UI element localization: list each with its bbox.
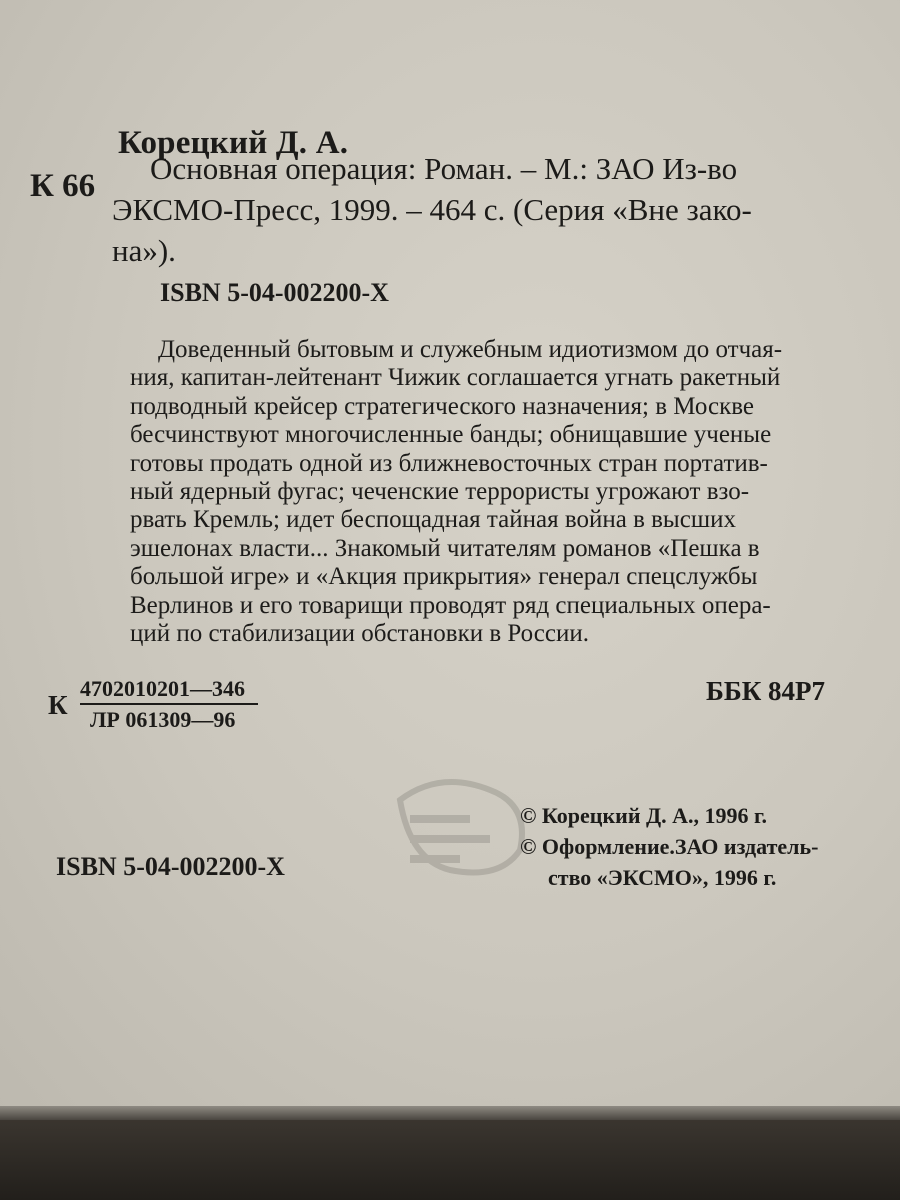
publisher-code-fraction: [80, 676, 258, 733]
isbn-bottom: ISBN 5-04-002200-X: [56, 852, 285, 881]
copyright-line: ство «ЭКСМО», 1996 г.: [548, 865, 777, 890]
table-surface: [0, 1120, 900, 1200]
copyright-block: [520, 800, 880, 893]
copyright-line: © Корецкий Д. А., 1996 г.: [520, 803, 768, 828]
bibliographic-description: [112, 148, 832, 271]
annotation-line: готовы продать одной из ближневосточных стран портатив-: [130, 449, 768, 477]
annotation-line: ния, капитан-лейтенант Чижик соглашается угнать ракетный: [130, 364, 781, 392]
annotation-line: Доведенный бытовым и служебным идиотизмом до отчая-: [158, 336, 783, 363]
annotation-paragraph: [130, 336, 842, 648]
bibliographic-line: на»).: [112, 233, 176, 268]
annotation-line: ный ядерный фугас; чеченские террористы угрожают взо-: [130, 478, 750, 506]
publisher-code-numerator: 4702010201—346: [80, 676, 258, 705]
page-edge: [0, 1106, 900, 1120]
license-number: ЛР 061309—96: [90, 707, 236, 732]
annotation-line: бесчинствуют многочисленные банды; обнищавшие ученые: [130, 421, 772, 449]
annotation-line: рвать Кремль; идет беспощадная тайная война в высших: [130, 506, 736, 534]
author-name: Корецкий Д. А.: [118, 125, 349, 161]
classification-code: К 66: [30, 168, 96, 204]
bbk-code: ББК 84Р7: [706, 676, 826, 706]
copyright-line: © Оформление.ЗАО издатель-: [520, 834, 819, 859]
k-letter: К: [48, 690, 68, 720]
annotation-line: большой игре» и «Акция прикрытия» генерал спецслужбы: [130, 563, 758, 591]
annotation-line: Верлинов и его товарищи проводят ряд специальных опера-: [130, 591, 771, 619]
annotation-line: ций по стабилизации обстановки в России.: [130, 620, 590, 648]
bibliographic-line: Основная операция: Роман. – М.: ЗАО Из-во: [150, 151, 738, 186]
annotation-line: подводный крейсер стратегического назначения; в Москве: [130, 392, 754, 420]
bibliographic-line: ЭКСМО-Пресс, 1999. – 464 с. (Серия «Вне зако-: [112, 192, 752, 227]
isbn-top: ISBN 5-04-002200-X: [160, 278, 389, 307]
annotation-line: эшелонах власти... Знакомый читателям романов «Пешка в: [130, 534, 760, 562]
